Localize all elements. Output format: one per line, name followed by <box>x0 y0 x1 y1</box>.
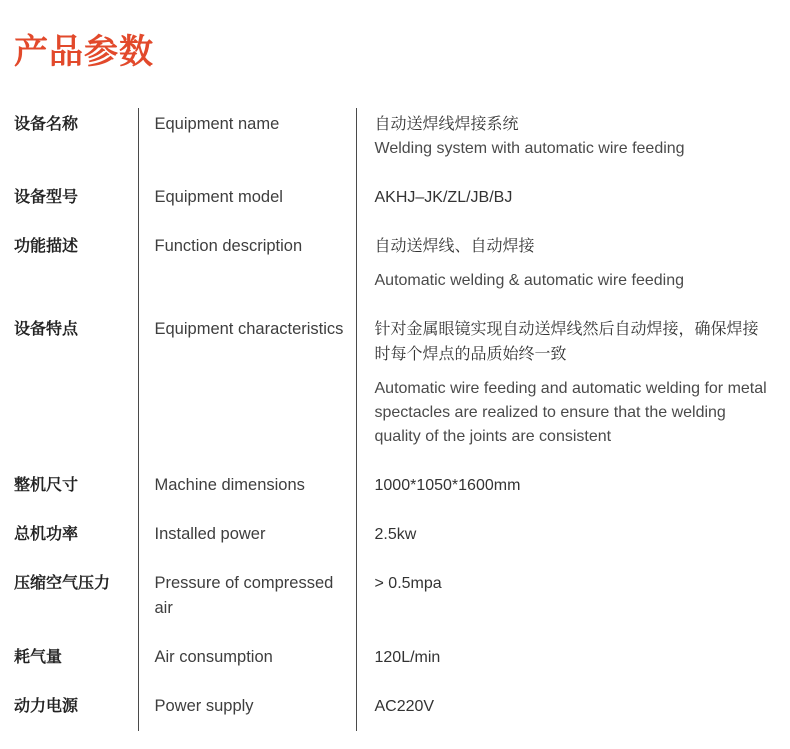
row-label-en: Equipment characteristics <box>154 320 344 338</box>
row-label-cn: 功能描述 <box>14 238 79 255</box>
row-label-en: Power supply <box>154 697 254 715</box>
row-label-cn: 设备型号 <box>14 189 79 206</box>
row-label-en: Pressure of compressed air <box>154 574 334 617</box>
row-label-cn: 设备特点 <box>14 321 79 338</box>
row-value-cn: AKHJ–JK/ZL/JB/BJ <box>374 189 513 206</box>
row-label-en: Equipment name <box>154 115 280 133</box>
row-label-cn: 动力电源 <box>14 698 79 715</box>
row-value-cn: 120L/min <box>374 649 441 666</box>
row-label-en: Function description <box>154 237 303 255</box>
table-row-machine-dimensions <box>0 461 790 510</box>
row-value-en: Automatic welding & automatic wire feeding <box>374 272 684 289</box>
table-row-installed-power <box>0 510 790 559</box>
row-label-en: Air consumption <box>154 648 273 666</box>
table-row-equipment-model <box>0 173 790 222</box>
row-value-cn: 自动送焊线焊接系统 <box>374 116 519 133</box>
row-value-cn: 1000*1050*1600mm <box>374 477 521 494</box>
row-label-en: Machine dimensions <box>154 476 305 494</box>
page-title: 产品参数 <box>14 33 154 71</box>
row-value-cn: AC220V <box>374 698 435 715</box>
row-label-cn: 整机尺寸 <box>14 477 79 494</box>
table-row-compressed-air-pressure <box>0 559 790 633</box>
table-row-power-supply <box>0 682 790 731</box>
row-label-en: Equipment model <box>154 188 283 206</box>
row-label-cn: 总机功率 <box>14 526 79 543</box>
row-label-cn: 耗气量 <box>14 649 63 666</box>
row-value-cn: 2.5kw <box>374 526 417 543</box>
row-value-cn: > 0.5mpa <box>374 575 442 592</box>
table-row-equipment-name <box>0 108 790 173</box>
table-row-function-description <box>0 222 790 305</box>
row-label-cn: 压缩空气压力 <box>14 575 111 592</box>
table-row-air-consumption <box>0 633 790 682</box>
row-label-en: Installed power <box>154 525 266 543</box>
row-label-cn: 设备名称 <box>14 116 79 133</box>
row-value-en: Welding system with automatic wire feeding <box>374 140 685 157</box>
table-row-equipment-characteristics <box>0 305 790 461</box>
row-value-en: Automatic wire feeding and automatic welding for metal spectacles are realized to ensure that the welding quality of the joints are consistent <box>374 380 767 445</box>
spec-table <box>0 108 790 731</box>
row-value-cn: 针对金属眼镜实现自动送焊线然后自动焊接，确保焊接时每个焊点的品质始终一致 <box>374 321 759 363</box>
row-value-cn: 自动送焊线、自动焊接 <box>374 238 535 255</box>
